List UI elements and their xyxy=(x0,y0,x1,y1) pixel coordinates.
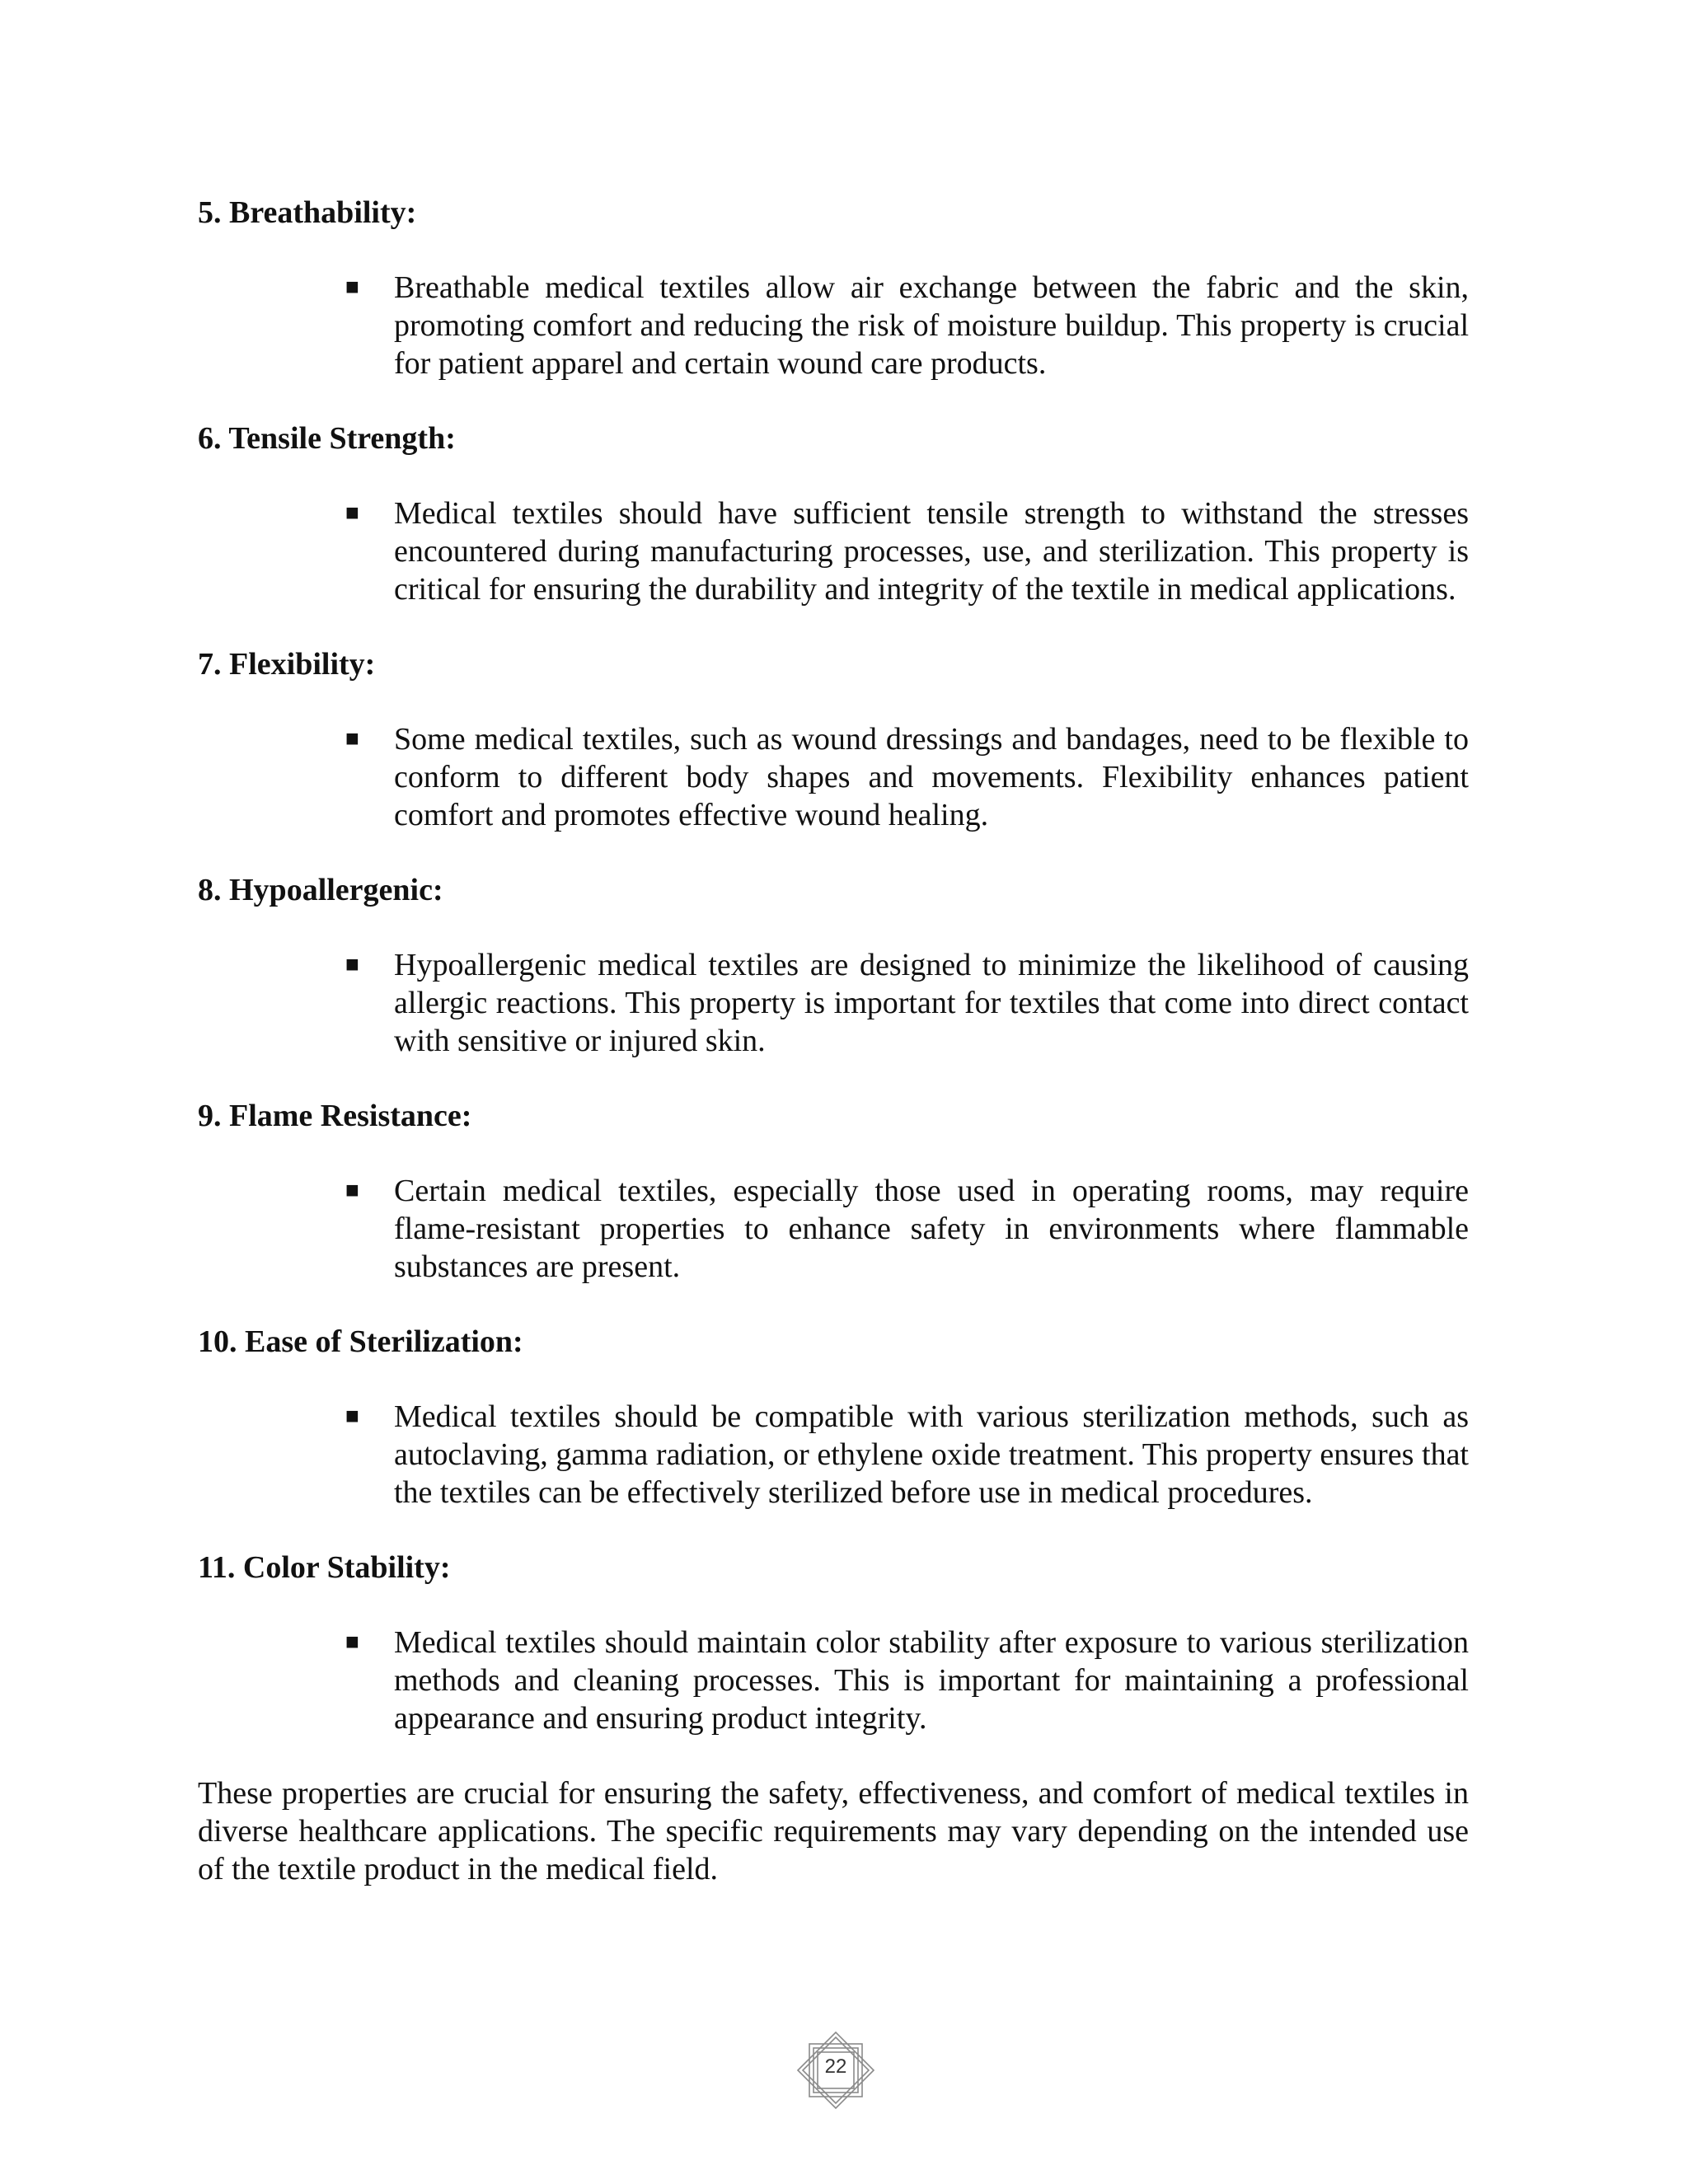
bullet-text: Medical textiles should have sufficient tensile strength to withstand the stresses encountered during manufacturing processes, use, and sterilization. This property is critical for ensuring the durability and integrity of the textile in medical applications. xyxy=(394,496,1469,607)
page-number-badge xyxy=(795,2029,877,2111)
section-breathability xyxy=(198,194,1469,382)
bullet-text: Certain medical textiles, especially those used in operating rooms, may require flame-resistant properties to enhance safety in environments where flammable substances are present. xyxy=(394,1174,1469,1284)
bullet-item xyxy=(345,1398,1469,1511)
section-hypoallergenic xyxy=(198,871,1469,1060)
bullet-item xyxy=(345,494,1469,608)
bullet-text: Breathable medical textiles allow air exchange between the fabric and the skin, promoting comfort and reducing the risk of moisture buildup. This property is crucial for patient apparel and certain wound care products. xyxy=(394,270,1469,381)
square-bullet-icon: ■ xyxy=(345,952,359,977)
square-bullet-icon: ■ xyxy=(345,1629,359,1655)
bullet-item xyxy=(345,1172,1469,1286)
page-number: 22 xyxy=(824,2055,847,2078)
bullet-item xyxy=(345,720,1469,834)
square-bullet-icon: ■ xyxy=(345,1178,359,1203)
section-heading: 8. Hypoallergenic: xyxy=(198,873,443,907)
closing-paragraph: These properties are crucial for ensuring the safety, effectiveness, and comfort of medical textiles in diverse healthcare applications. The specific requirements may vary depending on the intended use of the textile product in the medical field. xyxy=(198,1776,1469,1886)
bullet-text: Medical textiles should be compatible with various sterilization methods, such as autoclaving, gamma radiation, or ethylene oxide treatment. This property ensures that the textiles can be effectively sterilized before use in medical procedures. xyxy=(394,1399,1469,1510)
section-heading: 7. Flexibility: xyxy=(198,647,376,682)
bullet-item xyxy=(345,946,1469,1060)
square-bullet-icon: ■ xyxy=(345,726,359,752)
bullet-text: Hypoallergenic medical textiles are designed to minimize the likelihood of causing allergic reactions. This property is important for textiles that come into direct contact with sensitive or injured skin. xyxy=(394,948,1469,1058)
section-heading: 10. Ease of Sterilization: xyxy=(198,1324,523,1359)
section-color-stability xyxy=(198,1549,1469,1737)
section-heading: 6. Tensile Strength: xyxy=(198,421,456,456)
section-heading: 5. Breathability: xyxy=(198,195,417,230)
page-content xyxy=(198,194,1469,1888)
square-bullet-icon: ■ xyxy=(345,500,359,526)
square-bullet-icon: ■ xyxy=(345,274,359,300)
section-heading: 11. Color Stability: xyxy=(198,1550,451,1585)
section-ease-of-sterilization xyxy=(198,1323,1469,1511)
section-flame-resistance xyxy=(198,1097,1469,1286)
bullet-item xyxy=(345,1624,1469,1737)
bullet-text: Medical textiles should maintain color stability after exposure to various sterilization methods and cleaning processes. This is important for maintaining a professional appearance and ensuring product integrity. xyxy=(394,1625,1469,1736)
section-flexibility xyxy=(198,645,1469,834)
bullet-item xyxy=(345,269,1469,382)
section-heading: 9. Flame Resistance: xyxy=(198,1099,472,1133)
square-bullet-icon: ■ xyxy=(345,1404,359,1429)
section-tensile-strength xyxy=(198,419,1469,608)
bullet-text: Some medical textiles, such as wound dressings and bandages, need to be flexible to conform to different body shapes and movements. Flexibility enhances patient comfort and promotes effective wound healing. xyxy=(394,722,1469,832)
